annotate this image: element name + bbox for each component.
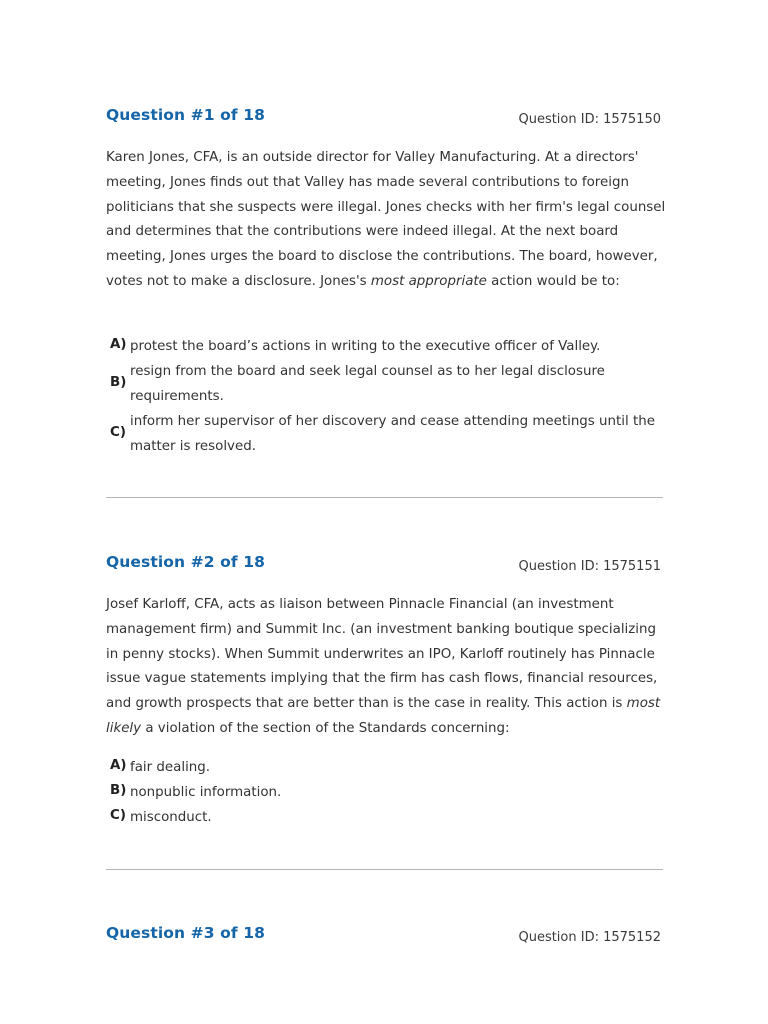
question-id: Question ID: 1575152	[518, 930, 661, 945]
answer-letter: C)	[110, 425, 126, 440]
question-text-emphasis: most likely	[106, 696, 661, 736]
question-id: Question ID: 1575150	[518, 112, 661, 127]
question-text	[106, 593, 666, 742]
question-text	[106, 146, 666, 295]
question-text-part: Karen Jones, CFA, is an outside director for Valley Manufacturing. At a directors' meeting, Jones finds out that Valley has made several contributions to foreign politicians that she suspects were illegal. Jones checks with her firm's legal counsel and determines that the contributions were indeed illegal. At the next board meeting, Jones urges the board to disclose the contributions. The board, however, votes not to make a disclosure. Jones's	[106, 150, 666, 289]
answer-text: fair dealing.	[130, 760, 211, 775]
question-title: Question #1 of 18	[106, 106, 265, 124]
question-header	[106, 106, 663, 136]
answer-option-c[interactable]	[110, 409, 660, 459]
question-text-emphasis: most appropriate	[370, 273, 487, 289]
question-header	[106, 553, 663, 583]
question-divider	[106, 497, 663, 498]
answer-text: misconduct.	[130, 810, 212, 825]
answer-text: resign from the board and seek legal counsel as to her legal disclosure requirements.	[130, 364, 605, 404]
question-divider	[106, 869, 663, 870]
answer-letter: B)	[110, 375, 127, 390]
answer-option-a[interactable]	[110, 755, 660, 780]
question-id: Question ID: 1575151	[518, 559, 661, 574]
answer-letter: A)	[110, 758, 127, 773]
answer-letter: A)	[110, 337, 127, 352]
answer-letter: B)	[110, 783, 127, 798]
answer-text: inform her supervisor of her discovery and cease attending meetings until the matter is resolved.	[130, 414, 655, 454]
question-text-part: action would be to:	[486, 273, 620, 289]
answer-text: protest the board’s actions in writing to the executive officer of Valley.	[130, 339, 601, 354]
answer-option-b[interactable]	[110, 359, 660, 409]
answer-option-c[interactable]	[110, 805, 660, 830]
question-text-part: Josef Karloff, CFA, acts as liaison between Pinnacle Financial (an investment management firm) and Summit Inc. (an investment banking boutique specializing in penny stocks). When Summit underwrites an IPO, Karloff routinely has Pinnacle issue vague statements implying that the firm has cash flows, financial resources, and growth prospects that are better than is the case in reality. This action is	[106, 597, 658, 712]
question-2	[106, 553, 663, 825]
question-title: Question #3 of 18	[106, 924, 265, 942]
question-title: Question #2 of 18	[106, 553, 265, 571]
question-1	[106, 106, 666, 454]
question-header	[106, 924, 663, 954]
question-3	[106, 924, 663, 954]
answer-letter: C)	[110, 808, 126, 823]
question-text-part: a violation of the section of the Standards concerning:	[141, 720, 510, 736]
answer-option-b[interactable]	[110, 780, 660, 805]
answer-option-a[interactable]	[110, 334, 660, 359]
answer-text: nonpublic information.	[130, 785, 282, 800]
